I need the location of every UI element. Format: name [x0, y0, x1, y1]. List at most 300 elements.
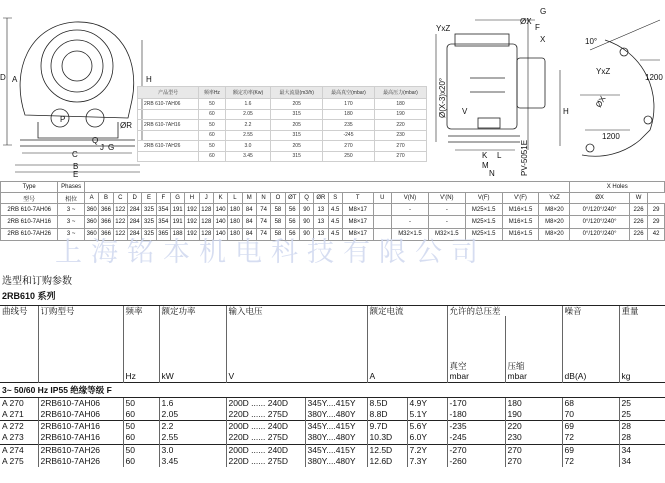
selection-cell: 8.8D	[367, 409, 407, 421]
selection-cell: 60	[123, 432, 159, 444]
perf-cell: 315	[271, 109, 323, 120]
dim-cell	[373, 216, 391, 228]
sel-sub-pressure: 压缩	[507, 360, 525, 371]
dim-cell: M32×1.5	[392, 228, 429, 240]
selection-row	[0, 421, 665, 433]
selection-cell: -270	[447, 444, 505, 456]
dim-col-t: T	[342, 193, 373, 204]
selection-cell: 1.6	[159, 397, 226, 409]
perf-cell: 60	[199, 109, 225, 120]
sel-sub-vacuum: 真空	[449, 360, 467, 371]
dim-col-model: 型号	[1, 193, 58, 204]
perf-cell: 3.45	[225, 151, 271, 162]
dimension-table	[0, 181, 665, 241]
sel-header-order: 订购型号	[38, 306, 123, 317]
selection-cell: 220D ...... 275D	[226, 456, 305, 467]
dim-label-e: E	[73, 170, 79, 179]
dim-cell: 84	[242, 204, 256, 216]
selection-row	[0, 456, 665, 467]
dim-cell: 42	[648, 228, 665, 240]
dim-col-h: H	[185, 193, 199, 204]
dim-cell: 191	[170, 216, 184, 228]
selection-cell: 200D ...... 240D	[226, 444, 305, 456]
selection-cell: 3.0	[159, 444, 226, 456]
selection-cell: 8.5D	[367, 397, 407, 409]
sel-header-curve: 曲线号	[0, 306, 38, 317]
perf-cell: 250	[322, 151, 374, 162]
side-label-ox: ØX	[520, 17, 532, 26]
perf-cell: 50	[199, 99, 225, 110]
dim-col-o: O	[271, 193, 285, 204]
perf-cell: 315	[271, 130, 323, 141]
selection-cell: 72	[562, 456, 619, 467]
perf-cell	[138, 151, 199, 162]
selection-cell: 2RB610-7AH16	[38, 421, 123, 433]
dim-header-spacer	[84, 182, 569, 193]
dim-row	[1, 228, 665, 240]
selection-cell: A 270	[0, 397, 38, 409]
selection-cell: 72	[562, 432, 619, 444]
dim-col-a: A	[84, 193, 98, 204]
dim-col-e: E	[142, 193, 156, 204]
flange-label-yxz: YxZ	[596, 67, 611, 76]
dim-cell: 29	[648, 204, 665, 216]
perf-cell: 2RB 610-7AH16	[138, 120, 199, 131]
perf-cell: 230	[374, 130, 426, 141]
dim-col-u: U	[373, 193, 391, 204]
dim-row	[1, 204, 665, 216]
selection-cell: 345Y....415Y	[305, 397, 367, 409]
dim-cell: -	[392, 216, 429, 228]
selection-cell: 7.2Y	[407, 444, 447, 456]
dim-cell: 90	[299, 204, 313, 216]
dim-cell: 56	[285, 228, 299, 240]
selection-cell: 69	[562, 444, 619, 456]
sel-header-current: 额定电流	[367, 306, 447, 317]
perf-cell: 2.55	[225, 130, 271, 141]
selection-cell: 220	[505, 421, 562, 433]
performance-table	[137, 86, 427, 162]
perf-cell	[138, 130, 199, 141]
sel-unit-pressure-text: mbar	[507, 370, 527, 381]
dim-cell: 366	[99, 216, 113, 228]
perf-body	[138, 99, 427, 162]
dim-cell: 284	[127, 204, 141, 216]
dim-col-j: J	[199, 193, 213, 204]
selection-cell: 60	[123, 409, 159, 421]
dim-label-c: C	[72, 150, 78, 159]
selection-cell: -180	[447, 409, 505, 421]
sel-unit-curve	[0, 316, 38, 382]
dim-cell: M25×1.5	[465, 204, 502, 216]
dim-col-w: W	[629, 193, 647, 204]
dim-cell: 354	[156, 204, 170, 216]
sel-header-diff: 允许的总压差	[447, 306, 562, 317]
dim-cell: 325	[142, 228, 156, 240]
selection-cell: 25	[619, 409, 665, 421]
perf-cell: 270	[374, 151, 426, 162]
selection-title: 选型和订购参数	[2, 276, 72, 287]
dim-label-b: B	[73, 162, 79, 171]
dim-cell: 13	[314, 216, 328, 228]
perf-header-model: 产品型号	[138, 87, 199, 99]
dim-cell: 365	[156, 228, 170, 240]
dim-cell: 29	[648, 216, 665, 228]
selection-row	[0, 444, 665, 456]
sel-unit-freq: Hz	[123, 316, 159, 382]
dim-cell: 122	[113, 216, 127, 228]
dim-cell: 366	[99, 228, 113, 240]
dim-cell: M16×1.5	[502, 228, 539, 240]
selection-body	[0, 306, 665, 468]
sel-header-voltage: 输入电压	[226, 306, 367, 317]
selection-cell: A 275	[2, 455, 24, 466]
selection-cell: 10.3D	[367, 432, 407, 444]
selection-cell: 5.6Y	[407, 421, 447, 433]
flange-label-ox: ØX	[593, 94, 608, 109]
perf-cell: 220	[374, 120, 426, 131]
dim-label-a: A	[12, 75, 18, 84]
dim-cell: 74	[256, 216, 270, 228]
selection-cell: 12.6D	[367, 456, 407, 467]
dim-cell: M8×20	[539, 204, 570, 216]
selection-cell: 180	[505, 397, 562, 409]
dim-cell: 122	[113, 228, 127, 240]
dim-cell: 226	[629, 228, 647, 240]
dim-col-or: ØR	[314, 193, 328, 204]
dim-cell: 360	[84, 228, 98, 240]
series-title: 2RB610 系列	[2, 291, 56, 301]
selection-cell: 345Y....415Y	[305, 444, 367, 456]
arrow-label: V	[462, 107, 468, 116]
selection-row	[0, 432, 665, 444]
selection-row	[0, 409, 665, 421]
dim-cell: 128	[199, 204, 213, 216]
dim-cell: 3 ~	[58, 204, 85, 216]
selection-cell: 380Y....480Y	[305, 409, 367, 421]
dim-cell: 360	[84, 204, 98, 216]
dim-cell: 58	[271, 228, 285, 240]
dim-cell: 56	[285, 216, 299, 228]
dim-cell: 360	[84, 216, 98, 228]
dim-cell: M8×17	[342, 204, 373, 216]
selection-cell: 230	[505, 432, 562, 444]
dim-row	[1, 216, 665, 228]
dim-label-or: ØR	[120, 121, 132, 130]
dim-col-n: N	[256, 193, 270, 204]
dim-cell: 140	[213, 204, 227, 216]
selection-cell: 50	[123, 421, 159, 433]
side-label-l: L	[497, 151, 502, 160]
perf-cell: 235	[322, 120, 374, 131]
sel-unit-current: A	[367, 316, 447, 382]
selection-cell: 2RB610-7AH26	[38, 444, 123, 456]
selection-cell: -245	[447, 432, 505, 444]
selection-cell: 68	[562, 397, 619, 409]
dim-cell: M8×20	[539, 228, 570, 240]
dim-cell: 84	[242, 228, 256, 240]
dim-header-row-2	[1, 193, 665, 204]
dim-cell: 226	[629, 204, 647, 216]
selection-cell: 2RB610-7AH16	[38, 432, 123, 444]
selection-cell: 270	[505, 456, 562, 467]
perf-header-pressure: 最高压力(mbar)	[374, 87, 426, 99]
dim-col-ox: ØX	[570, 193, 629, 204]
perf-row	[138, 141, 427, 152]
sel-unit-noise: dB(A)	[562, 316, 619, 382]
selection-cell: 3.45	[159, 456, 226, 467]
sel-unit-power: kW	[159, 316, 226, 382]
perf-header-row	[138, 87, 427, 99]
selection-cell: 380Y....480Y	[305, 456, 367, 467]
sel-unit-weight: kg	[619, 316, 665, 382]
selection-cell: 2.05	[159, 409, 226, 421]
dim-cell: 58	[271, 216, 285, 228]
dim-col-vpf: V'(F)	[502, 193, 539, 204]
watermark: 上海铭本机电科技有限公司	[55, 237, 487, 267]
selection-cell: 190	[505, 409, 562, 421]
dim-col-g: G	[170, 193, 184, 204]
selection-cell: 25	[619, 397, 665, 409]
dim-header-phases: Phases	[58, 182, 85, 193]
dim-cell: 191	[170, 204, 184, 216]
selection-cell: -235	[447, 421, 505, 433]
selection-cell: 34	[619, 456, 665, 467]
dim-cell: 4.5	[328, 228, 342, 240]
selection-cell: 2RB610-7AH06	[38, 409, 123, 421]
dim-cell: 13	[314, 204, 328, 216]
dim-col-d: D	[127, 193, 141, 204]
dim-cell: 13	[314, 228, 328, 240]
perf-cell: 1.6	[225, 99, 271, 110]
selection-cell: -260	[447, 456, 505, 467]
dim-header-type: Type	[1, 182, 58, 193]
selection-cell: 6.0Y	[407, 432, 447, 444]
dim-label-q: Q	[92, 136, 99, 145]
dim-cell: M8×17	[342, 216, 373, 228]
selection-cell: 380Y....480Y	[305, 432, 367, 444]
selection-cell: 2.2	[159, 421, 226, 433]
dim-cell: 192	[185, 216, 199, 228]
dim-cell: -	[392, 204, 429, 216]
selection-cell: 4.9Y	[407, 397, 447, 409]
perf-cell: 60	[199, 151, 225, 162]
selection-cell: 50	[123, 397, 159, 409]
dim-cell: 188	[170, 228, 184, 240]
dim-col-vn: V(N)	[392, 193, 429, 204]
selection-unit-row	[0, 316, 665, 382]
dim-cell: M32×1.5	[428, 228, 465, 240]
sel-header-noise: 噪音	[562, 306, 619, 317]
selection-table	[0, 305, 665, 467]
side-label-model: PV-5051E	[520, 139, 529, 176]
dim-cell: -	[428, 216, 465, 228]
technical-drawings	[0, 0, 665, 180]
dim-label-p: P	[60, 115, 66, 124]
perf-cell: 50	[199, 120, 225, 131]
selection-row	[0, 397, 665, 409]
perf-cell: 50	[199, 141, 225, 152]
selection-cell: 220D ...... 275D	[226, 409, 305, 421]
selection-cell: 200D ...... 240D	[226, 397, 305, 409]
dim-col-vf: V(F)	[465, 193, 502, 204]
dim-cell: M25×1.5	[465, 228, 502, 240]
side-label-g: G	[540, 7, 547, 16]
perf-cell: 315	[271, 151, 323, 162]
sel-header-power: 额定功率	[159, 306, 226, 317]
side-label-h: H	[563, 107, 569, 116]
dim-col-l: L	[228, 193, 242, 204]
dim-cell: 0°/120°/240°	[570, 228, 629, 240]
dim-header-row-1	[1, 182, 665, 193]
dim-cell: 0°/120°/240°	[570, 204, 629, 216]
dim-col-phase: 相位	[58, 193, 85, 204]
sel-header-weight: 重量	[619, 306, 665, 317]
dim-col-ot: ØT	[285, 193, 299, 204]
dim-cell: 74	[256, 204, 270, 216]
flange-label-tilt: 10°	[585, 37, 598, 46]
perf-row	[138, 99, 427, 110]
perf-cell: 270	[374, 141, 426, 152]
dim-cell	[373, 228, 391, 240]
dim-cell: 4.5	[328, 204, 342, 216]
selection-cell: 28	[619, 421, 665, 433]
dim-cell: M8×20	[539, 216, 570, 228]
sel-unit-voltage: V	[226, 316, 367, 382]
dim-col-k: K	[213, 193, 227, 204]
perf-cell: 180	[322, 109, 374, 120]
perf-cell: 270	[322, 141, 374, 152]
selection-cell: 12.5D	[367, 444, 407, 456]
dim-col-s: S	[328, 193, 342, 204]
dim-cell: 90	[299, 216, 313, 228]
dim-col-m: M	[242, 193, 256, 204]
dim-cell: 90	[299, 228, 313, 240]
dim-cell: 180	[228, 204, 242, 216]
dim-label-g: G	[108, 143, 115, 152]
perf-cell: 205	[271, 120, 323, 131]
selection-cell: 2RB610-7AH06	[38, 397, 123, 409]
dim-cell: 128	[199, 228, 213, 240]
dim-cell	[373, 204, 391, 216]
dim-col-f: F	[156, 193, 170, 204]
flange-label-angle-2: 1200	[602, 132, 620, 141]
dim-body	[1, 204, 665, 241]
perf-cell: 205	[271, 141, 323, 152]
selection-cell: 69	[562, 421, 619, 433]
perf-cell: 3.0	[225, 141, 271, 152]
dim-cell: 74	[256, 228, 270, 240]
dim-label-h: H	[146, 75, 152, 84]
dim-col-q: Q	[299, 193, 313, 204]
selection-cell: 7.3Y	[407, 456, 447, 467]
perf-cell: 2RB 610-7AH06	[138, 99, 199, 110]
selection-cell: 60	[123, 456, 159, 467]
perf-cell: 205	[271, 99, 323, 110]
sel-band: 3~ 50/60 Hz IP55 绝缘等级 F	[0, 382, 665, 397]
perf-cell: 2.05	[225, 109, 271, 120]
selection-cell: 9.7D	[367, 421, 407, 433]
dim-cell: 180	[228, 228, 242, 240]
selection-cell: 2.55	[159, 432, 226, 444]
selection-cell: 270	[505, 444, 562, 456]
selection-cell: 34	[619, 444, 665, 456]
selection-cell: 200D ...... 240D	[226, 421, 305, 433]
side-label-yxz: YxZ	[436, 24, 451, 33]
selection-cell: 2RB610-7AH26	[38, 456, 123, 467]
dim-col-b: B	[99, 193, 113, 204]
dim-cell: 0°/120°/240°	[570, 216, 629, 228]
dim-cell: M16×1.5	[502, 204, 539, 216]
dim-cell: 84	[242, 216, 256, 228]
perf-cell	[138, 109, 199, 120]
perf-cell: 190	[374, 109, 426, 120]
dim-cell: 192	[185, 228, 199, 240]
dim-cell: M25×1.5	[465, 216, 502, 228]
dim-cell: -	[428, 204, 465, 216]
selection-cell: A 271	[2, 408, 24, 419]
perf-cell: 170	[322, 99, 374, 110]
dim-cell: 226	[629, 216, 647, 228]
sel-header-freq: 频率	[123, 306, 159, 317]
dim-col-yxz: YxZ	[539, 193, 570, 204]
sel-unit-order	[38, 316, 123, 382]
selection-cell: 28	[619, 432, 665, 444]
perf-row	[138, 120, 427, 131]
perf-cell: -245	[322, 130, 374, 141]
dim-cell: 325	[142, 204, 156, 216]
perf-header-freq: 频率Hz	[199, 87, 225, 99]
selection-cell: A 273	[2, 432, 24, 443]
sel-unit-vacuum-text: mbar	[449, 370, 469, 381]
perf-cell: 60	[199, 130, 225, 141]
dim-col-vpn: V'(N)	[428, 193, 465, 204]
dim-cell: 140	[213, 228, 227, 240]
dim-cell: 2RB 610-7AH16	[1, 216, 58, 228]
perf-row	[138, 130, 427, 141]
selection-band-row	[0, 382, 665, 397]
sel-unit-pressure	[505, 316, 562, 382]
dim-col-c: C	[113, 193, 127, 204]
dim-cell: 3 ~	[58, 228, 85, 240]
dim-label-d: D	[0, 73, 6, 82]
perf-header-flow: 最大流量(m3/h)	[271, 87, 323, 99]
dim-cell: 2RB 610-7AH06	[1, 204, 58, 216]
sel-unit-vacuum	[447, 316, 505, 382]
perf-cell: 2.2	[225, 120, 271, 131]
flange-label-angle-1: 1200	[645, 73, 663, 82]
side-label-k: K	[482, 151, 488, 160]
selection-header-row	[0, 306, 665, 317]
side-label-x: X	[540, 35, 546, 44]
dim-cell: 284	[127, 216, 141, 228]
dim-cell: 3 ~	[58, 216, 85, 228]
selection-cell: 50	[123, 444, 159, 456]
selection-cell: 220D ...... 275D	[226, 432, 305, 444]
perf-header-vacuum: 最高真空(mbar)	[322, 87, 374, 99]
selection-cell: 70	[562, 409, 619, 421]
dim-cell: 4.5	[328, 216, 342, 228]
side-label-f: F	[535, 23, 540, 32]
dim-cell: 180	[228, 216, 242, 228]
dim-cell: 128	[199, 216, 213, 228]
selection-cell: 5.1Y	[407, 409, 447, 421]
dim-cell: 366	[99, 204, 113, 216]
selection-cell: 345Y....415Y	[305, 421, 367, 433]
dim-cell: 58	[271, 204, 285, 216]
dim-cell: 2RB 610-7AH26	[1, 228, 58, 240]
dim-header-xholes: X Holes	[570, 182, 665, 193]
